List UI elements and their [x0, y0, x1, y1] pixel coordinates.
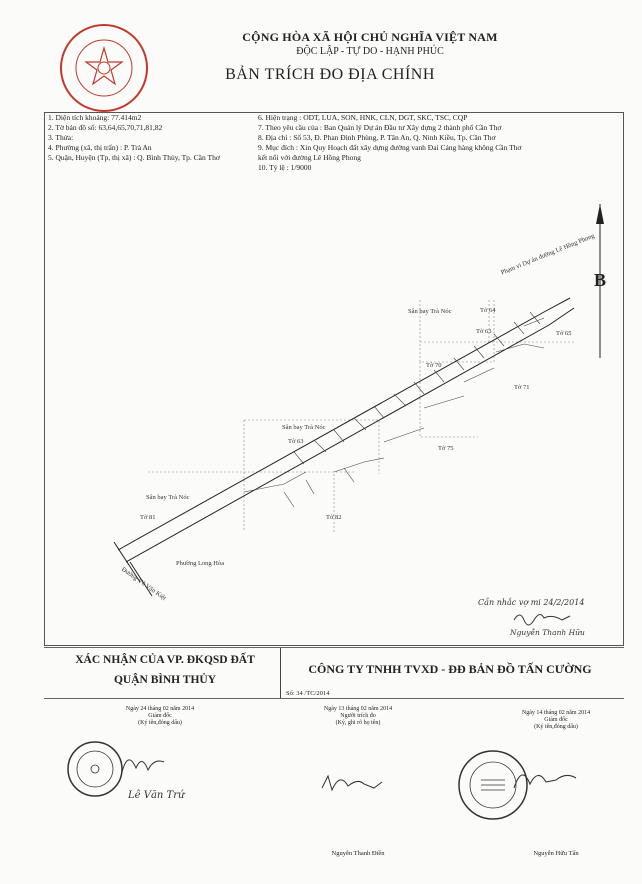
col2-signer: Nguyễn Thanh Điền — [331, 850, 385, 857]
map-label-airport-3: Sân bay Trà Nóc — [146, 494, 190, 501]
info-address: 8. Địa chỉ : Số 53, Đ. Phan Đình Phùng, P. Tân An, Q. Ninh Kiều, Tp. Cần Thơ — [258, 133, 496, 142]
map-label-to82: Tờ 82 — [326, 514, 342, 521]
info-purpose: 9. Mục đích : Xin Quy Hoạch đất xây dựng đường vanh Đai Cảng hàng không Cần Thơ — [258, 143, 522, 152]
map-label-to65: Tờ 65 — [556, 330, 572, 337]
footer-divider-2 — [44, 698, 624, 699]
document-title: BẢN TRÍCH ĐO ĐỊA CHÍNH — [225, 66, 435, 83]
col3-date: Ngày 14 tháng 02 năm 2014 — [521, 710, 591, 716]
handwritten-name: Nguyễn Thanh Hữu — [510, 628, 585, 637]
map-label-to63a: Tờ 63 — [476, 328, 492, 335]
info-scale: 10. Tỷ lệ : 1/9000 — [258, 163, 312, 172]
info-ward: 4. Phường (xã, thị trấn) : P. Trà An — [48, 143, 152, 152]
col2-sign-note: (Ký, ghi rõ họ tên) — [335, 720, 381, 726]
col1-signer: Lê Văn Trứ — [128, 790, 185, 801]
col2-date: Ngày 13 tháng 02 năm 2014 — [323, 706, 393, 712]
signature-middle — [318, 768, 388, 796]
handwritten-signature-mark — [512, 608, 572, 626]
info-map-sheets: 2. Tờ bản đồ số: 63,64,65,70,71,81,82 — [48, 123, 163, 132]
info-parcel: 3. Thửa: — [48, 133, 74, 142]
col2-role: Người trích đo — [340, 713, 376, 719]
map-label-to81: Tờ 81 — [140, 514, 156, 521]
info-requester: 7. Theo yêu cầu của : Ban Quản lý Dự án Đầu tư Xây dựng 2 thành phố Cần Thơ — [258, 123, 502, 132]
north-label: B — [594, 270, 607, 290]
office-seal-stamp — [66, 740, 124, 798]
footer-right-title: CÔNG TY TNHH TVXD - ĐĐ BẢN ĐỒ TẤN CƯỜNG — [308, 662, 592, 676]
country-header: CỘNG HÒA XÃ HỘI CHỦ NGHĨA VIỆT NAM — [242, 30, 498, 44]
red-seal-stamp — [58, 22, 150, 114]
col3-role: Giám đốc — [544, 717, 568, 723]
col1-date: Ngày 24 tháng 02 năm 2014 — [125, 706, 195, 712]
parcel-lines — [244, 312, 544, 507]
map-label-to64: Tờ 64 — [480, 307, 496, 314]
motto-header: ĐỘC LẬP - TỰ DO - HẠNH PHÚC — [296, 46, 444, 57]
map-label-to70: Tờ 70 — [426, 362, 442, 369]
col1-sign-note: (Ký tên,đóng dấu) — [138, 720, 182, 726]
map-label-ward: Phường Long Hòa — [176, 560, 225, 567]
map-label-to71: Tờ 71 — [514, 384, 530, 391]
col1-role: Giám đốc — [148, 713, 172, 719]
col3-sign-note: (Ký tên,đóng dấu) — [534, 724, 578, 730]
map-label-to63b: Tờ 63 — [288, 438, 304, 445]
signature-right — [510, 762, 580, 794]
footer-left-title-1: XÁC NHẬN CỦA VP. ĐKQSD ĐẤT — [75, 654, 255, 666]
info-purpose-cont: kết nối với đường Lê Hồng Phong — [258, 153, 361, 162]
map-label-to75: Tờ 75 — [438, 445, 454, 452]
col3-signer: Nguyễn Hữu Tấn — [533, 850, 579, 857]
map-label-airport-2: Sân bay Trà Nóc — [282, 424, 326, 431]
info-area: 1. Diện tích khoảng: 77.414m2 — [48, 113, 142, 122]
info-status: 6. Hiện trạng : ODT, LUA, SON, HNK, CLN, DGT, SKC, TSC, CQP — [258, 113, 468, 122]
map-label-road-top: Phạm vi Dự án đường Lê Hồng Phong — [500, 232, 596, 277]
info-district: 5. Quận, Huyện (Tp, thị xã) : Q. Bình Thủy, Tp. Cần Thơ — [48, 153, 220, 162]
map-label-airport-1: Sân bay Trà Nóc — [408, 308, 452, 315]
footer-left-title-2: QUẬN BÌNH THỦY — [113, 674, 217, 686]
document-number: Số: 34 /TC/2014 — [286, 690, 330, 697]
cadastral-map — [44, 112, 624, 646]
map-label-road-bottom: Đường Võ Văn Kiệt — [119, 566, 168, 602]
handwritten-note: Cần nhắc vợ mi 24/2/2014 — [478, 598, 585, 607]
signature-left — [118, 748, 168, 778]
